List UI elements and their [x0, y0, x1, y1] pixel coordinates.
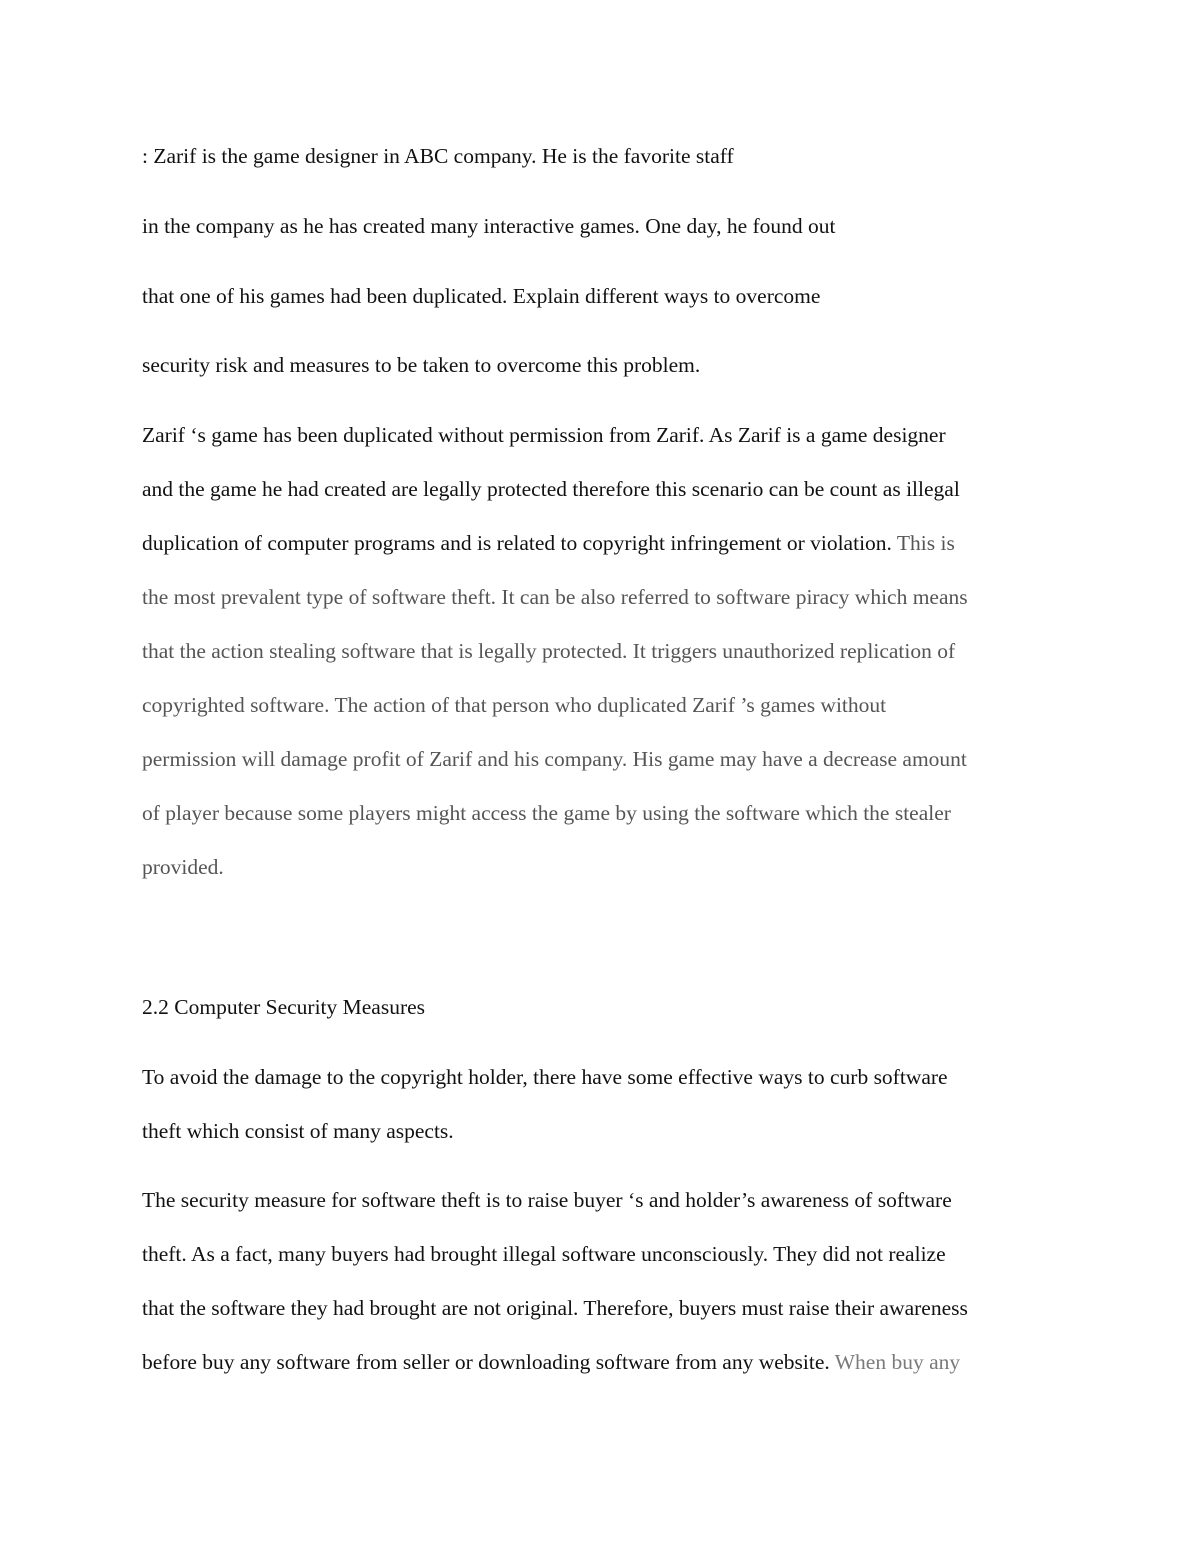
answer-line-3	[142, 529, 955, 557]
section-p1-line-1: To avoid the damage to the copyright holder, there have some effective ways to curb software	[142, 1065, 948, 1089]
answer-line-7: permission will damage profit of Zarif and his company. His game may have a decrease amount	[142, 747, 967, 771]
section-p2-text-light: When buy any	[829, 1350, 961, 1374]
section-p2-text-dark: before buy any software from seller or downloading software from any website.	[142, 1350, 830, 1374]
question-line-2: in the company as he has created many interactive games. One day, he found out	[142, 214, 836, 238]
question-line-3: that one of his games had been duplicated. Explain different ways to overcome	[142, 284, 821, 308]
answer-line-5: that the action stealing software that is legally protected. It triggers unauthorized replication of	[142, 639, 956, 663]
answer-text-dark: Zarif ‘s game has been duplicated without permission from Zarif. As Zarif is a game designer	[142, 423, 946, 447]
answer-text-dark: and the game he had created are legally protected therefore this scenario can be count as illegal	[142, 477, 960, 501]
answer-line-9: provided.	[142, 855, 224, 879]
section-p2-line-4	[142, 1348, 960, 1376]
section-heading: 2.2 Computer Security Measures	[142, 995, 426, 1019]
answer-text-dark: duplication of computer programs and is related to copyright infringement or violation.	[142, 531, 892, 555]
section-p1-line-2: theft which consist of many aspects.	[142, 1119, 454, 1143]
section-p2-line-2: theft. As a fact, many buyers had brought illegal software unconsciously. They did not realize	[142, 1242, 946, 1266]
answer-line-4: the most prevalent type of software theft. It can be also referred to software piracy which means	[142, 585, 968, 609]
question-line-4: security risk and measures to be taken to overcome this problem.	[142, 353, 701, 377]
section-p2-line-1: The security measure for software theft is to raise buyer ‘s and holder’s awareness of software	[142, 1188, 952, 1212]
answer-text-gray: This is	[891, 531, 955, 555]
answer-line-8: of player because some players might access the game by using the software which the stealer	[142, 801, 951, 825]
question-line-1: : Zarif is the game designer in ABC company. He is the favorite staff	[142, 144, 734, 168]
answer-line-2	[142, 475, 960, 503]
section-p2-line-3: that the software they had brought are not original. Therefore, buyers must raise their awareness	[142, 1296, 968, 1320]
answer-line-6: copyrighted software. The action of that person who duplicated Zarif ’s games without	[142, 693, 887, 717]
answer-line-1	[142, 421, 946, 449]
